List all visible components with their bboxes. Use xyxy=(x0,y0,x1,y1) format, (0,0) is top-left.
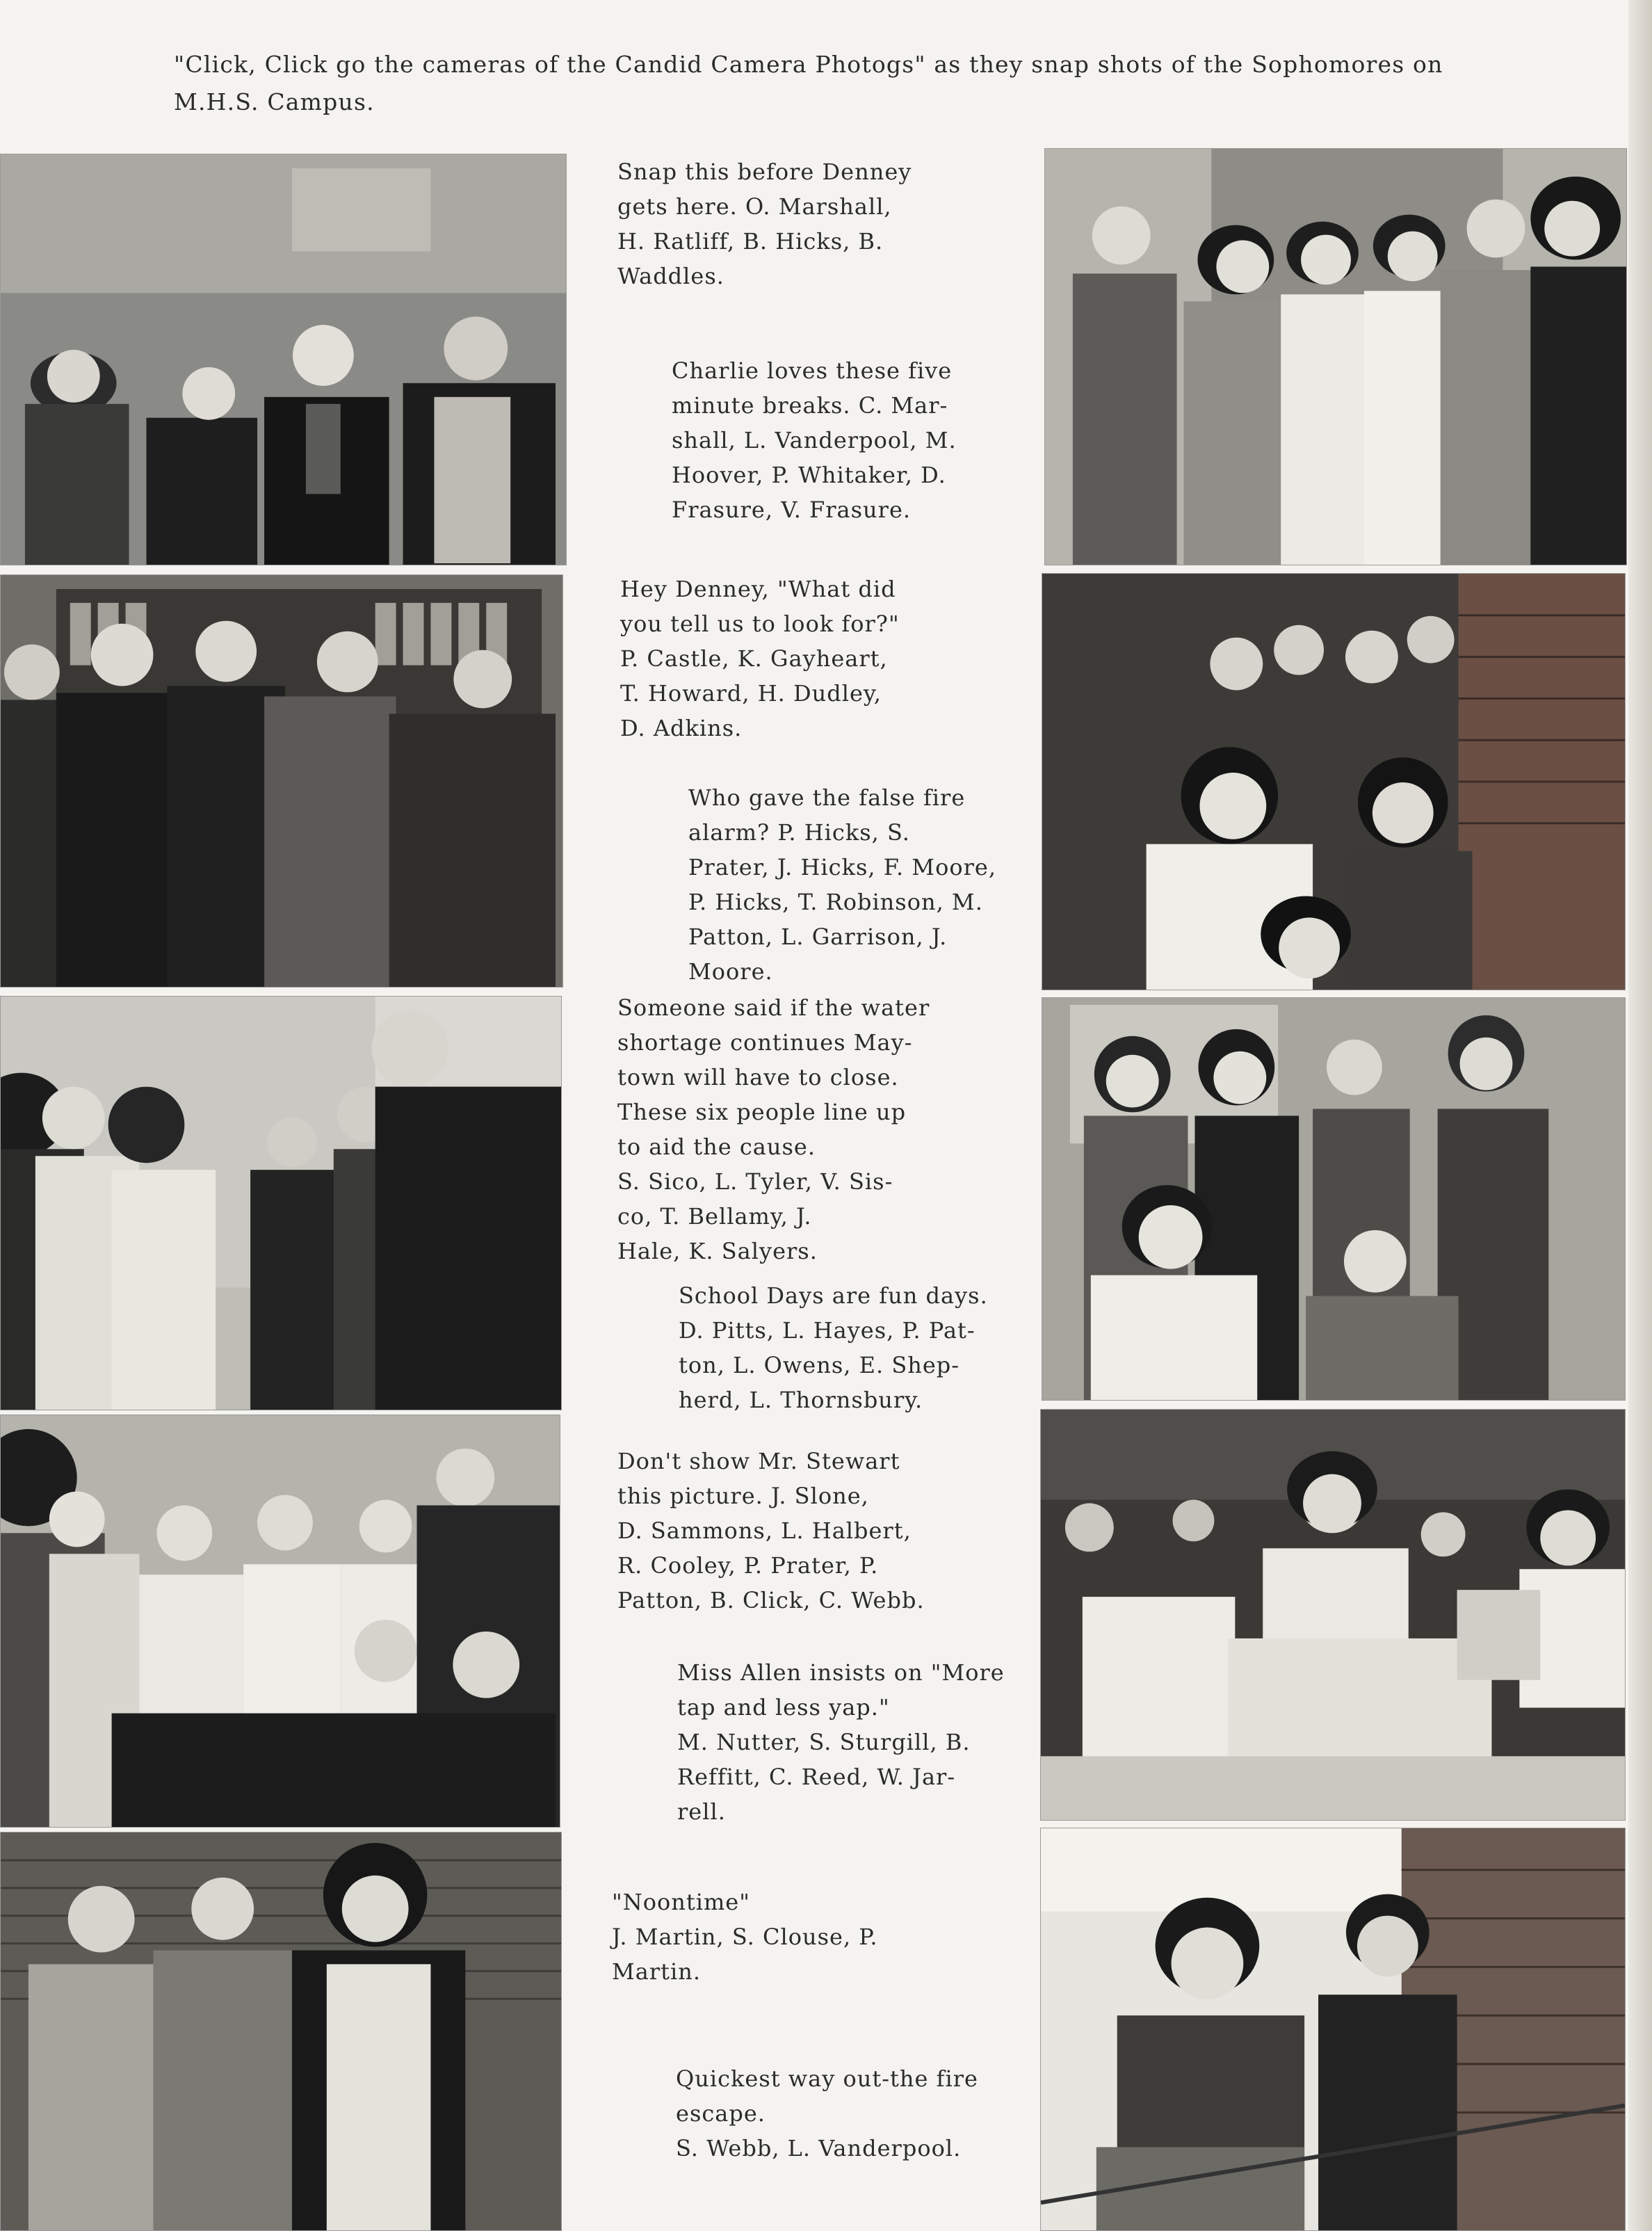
caption-line: minute breaks. C. Mar- xyxy=(672,392,948,419)
caption-snap-this xyxy=(617,154,912,293)
caption-line: Hoover, P. Whitaker, D. xyxy=(672,462,946,488)
caption-line: Martin. xyxy=(612,1958,702,1985)
caption-line: Moore. xyxy=(688,958,773,985)
caption-line: Don't show Mr. Stewart xyxy=(617,1448,900,1474)
caption-line: School Days are fun days. xyxy=(679,1282,988,1309)
caption-line: tap and less yap." xyxy=(677,1694,890,1721)
caption-line: R. Cooley, P. Prater, P. xyxy=(617,1552,879,1579)
caption-line: Charlie loves these five xyxy=(672,357,953,384)
caption-line: Hey Denney, "What did xyxy=(620,576,896,602)
caption-line: alarm? P. Hicks, S. xyxy=(688,819,910,846)
caption-line: to aid the cause. xyxy=(617,1134,816,1160)
caption-hey-denney xyxy=(620,572,900,746)
caption-school-days xyxy=(679,1278,988,1417)
caption-line: D. Pitts, L. Hayes, P. Pat- xyxy=(679,1317,975,1344)
caption-line: Prater, J. Hicks, F. Moore, xyxy=(688,854,996,880)
caption-line: shall, L. Vanderpool, M. xyxy=(672,427,957,453)
caption-charlie xyxy=(672,353,957,527)
caption-line: P. Hicks, T. Robinson, M. xyxy=(688,889,983,915)
caption-line: P. Castle, K. Gayheart, xyxy=(620,645,888,672)
photo-typing-class xyxy=(1040,1409,1626,1821)
caption-water-shortage xyxy=(617,990,930,1268)
caption-line: T. Howard, H. Dudley, xyxy=(620,680,882,707)
caption-line: H. Ratliff, B. Hicks, B. xyxy=(617,228,884,255)
page-edge-shadow xyxy=(1628,0,1652,2231)
caption-line: Patton, B. Click, C. Webb. xyxy=(617,1587,925,1613)
caption-line: you tell us to look for?" xyxy=(620,611,900,637)
caption-line: herd, L. Thornsbury. xyxy=(679,1387,923,1413)
caption-line: D. Sammons, L. Halbert, xyxy=(617,1517,912,1544)
caption-line: Waddles. xyxy=(617,263,724,289)
photo-three-girls-brick-wall xyxy=(0,1832,562,2231)
caption-line: S. Sico, L. Tyler, V. Sis- xyxy=(617,1168,893,1195)
page-header xyxy=(174,46,1495,121)
caption-line: this picture. J. Slone, xyxy=(617,1483,869,1509)
caption-line: These six people line up xyxy=(617,1099,907,1125)
caption-line: shortage continues May- xyxy=(617,1029,913,1056)
caption-line: co, T. Bellamy, J. xyxy=(617,1203,812,1230)
photo-school-days-group xyxy=(1042,997,1626,1401)
caption-line: Quickest way out-the fire xyxy=(676,2065,978,2092)
caption-line: J. Martin, S. Clouse, P. xyxy=(612,1924,878,1950)
caption-line: Who gave the false fire xyxy=(688,784,966,811)
caption-mr-stewart xyxy=(617,1444,925,1618)
caption-line: Someone said if the water xyxy=(617,994,930,1021)
caption-line: Patton, L. Garrison, J. xyxy=(688,924,948,950)
caption-line: Miss Allen insists on "More xyxy=(677,1659,1005,1686)
header-line-2: M.H.S. Campus. xyxy=(174,88,375,115)
caption-line: Hale, K. Salyers. xyxy=(617,1238,818,1264)
caption-line: Snap this before Denney xyxy=(617,159,912,185)
caption-line: escape. xyxy=(676,2100,766,2127)
caption-line: Frasure, V. Frasure. xyxy=(672,497,912,523)
caption-line: S. Webb, L. Vanderpool. xyxy=(676,2135,962,2161)
caption-miss-allen xyxy=(677,1655,1005,1829)
photo-group-at-table xyxy=(0,1415,560,1828)
caption-line: rell. xyxy=(677,1798,726,1825)
caption-line: M. Nutter, S. Sturgill, B. xyxy=(677,1729,971,1755)
caption-noontime xyxy=(612,1885,878,1989)
photo-boys-four-standing xyxy=(0,154,567,565)
caption-line: Reffitt, C. Reed, W. Jar- xyxy=(677,1764,956,1790)
caption-line: D. Adkins. xyxy=(620,715,743,741)
photo-boys-in-library xyxy=(0,574,563,988)
caption-line: ton, L. Owens, E. Shep- xyxy=(679,1352,960,1378)
photo-group-on-stairs xyxy=(1042,573,1626,990)
caption-line: town will have to close. xyxy=(617,1064,899,1090)
caption-fire-alarm xyxy=(688,780,996,989)
photo-girls-and-boy-at-window xyxy=(1044,148,1627,565)
header-line-1: "Click, Click go the cameras of the Candid Camera Photogs" as they snap shots of the Sophomores on xyxy=(174,51,1443,78)
caption-line: gets here. O. Marshall, xyxy=(617,193,892,220)
photo-fire-escape-pair xyxy=(1040,1828,1626,2231)
caption-fire-escape xyxy=(676,2061,978,2166)
caption-line: "Noontime" xyxy=(612,1889,750,1915)
photo-six-in-line xyxy=(0,996,562,1410)
